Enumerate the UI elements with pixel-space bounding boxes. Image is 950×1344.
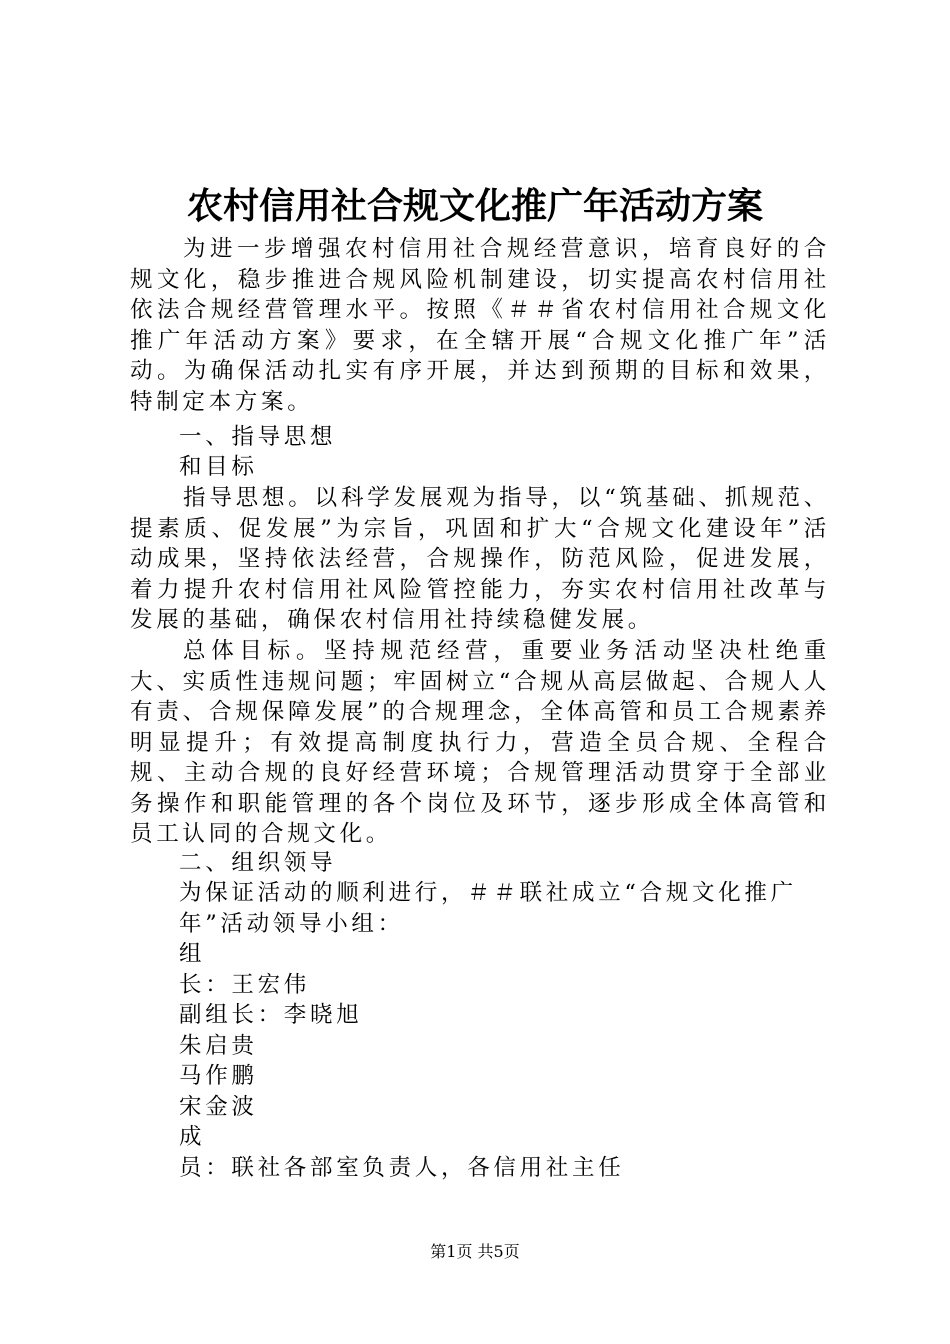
leader-label-line-2: 长：王宏伟	[179, 972, 311, 998]
section-heading-guiding-cont: 和目标	[179, 454, 258, 480]
document-title: 农村信用社合规文化推广年活动方案	[186, 186, 763, 227]
deputy-member-3: 宋金波	[179, 1094, 258, 1120]
organization-text-line-2: 年”活动领导小组：	[179, 911, 404, 937]
members-label-line-2: 员：联社各部室负责人，各信用社主任	[179, 1155, 625, 1181]
overall-goal-paragraph: 总体目标。坚持规范经营，重要业务活动坚决杜绝重大、实质性违规问题；牢固树立“合规从高层做起、合规人人有责、合规保障发展”的合规理念，全体高管和员工合规素养明显提升；有效提高制度执行力，营造全员合规、全程合规、主动合规的良好经营环境；合规管理活动贯穿于全部业务操作和职能管理的各个岗位及环节，逐步形成全体高管和员工认同的合规文化。	[130, 638, 830, 847]
deputy-member-1: 朱启贵	[179, 1033, 258, 1059]
members-label-line-1: 成	[179, 1124, 206, 1150]
section-heading-organization: 二、组织领导	[179, 850, 337, 876]
deputy-leader-line: 副组长：李晓旭	[179, 1002, 363, 1028]
section-heading-guiding: 一、指导思想	[179, 424, 337, 450]
leader-label-line-1: 组	[179, 941, 206, 967]
deputy-member-2: 马作鹏	[179, 1063, 258, 1089]
page-footer: 第1页 共5页	[430, 1242, 520, 1261]
guiding-thought-paragraph: 指导思想。以科学发展观为指导，以“筑基础、抓规范、提素质、促发展”为宗旨，巩固和扩大“合规文化建设年”活动成果，坚持依法经营，合规操作，防范风险，促进发展，着力提升农村信用社风险管控能力，夯实农村信用社改革与发展的基础，确保农村信用社持续稳健发展。	[130, 485, 830, 633]
organization-text-line-1: 为保证活动的顺利进行，＃＃联社成立“合规文化推广	[179, 880, 797, 906]
intro-paragraph: 为进一步增强农村信用社合规经营意识，培育良好的合规文化，稳步推进合规风险机制建设，切实提高农村信用社依法合规经营管理水平。按照《＃＃省农村信用社合规文化推广年活动方案》要求，在全辖开展“合规文化推广年”活动。为确保活动扎实有序开展，并达到预期的目标和效果，特制定本方案。	[130, 236, 830, 415]
